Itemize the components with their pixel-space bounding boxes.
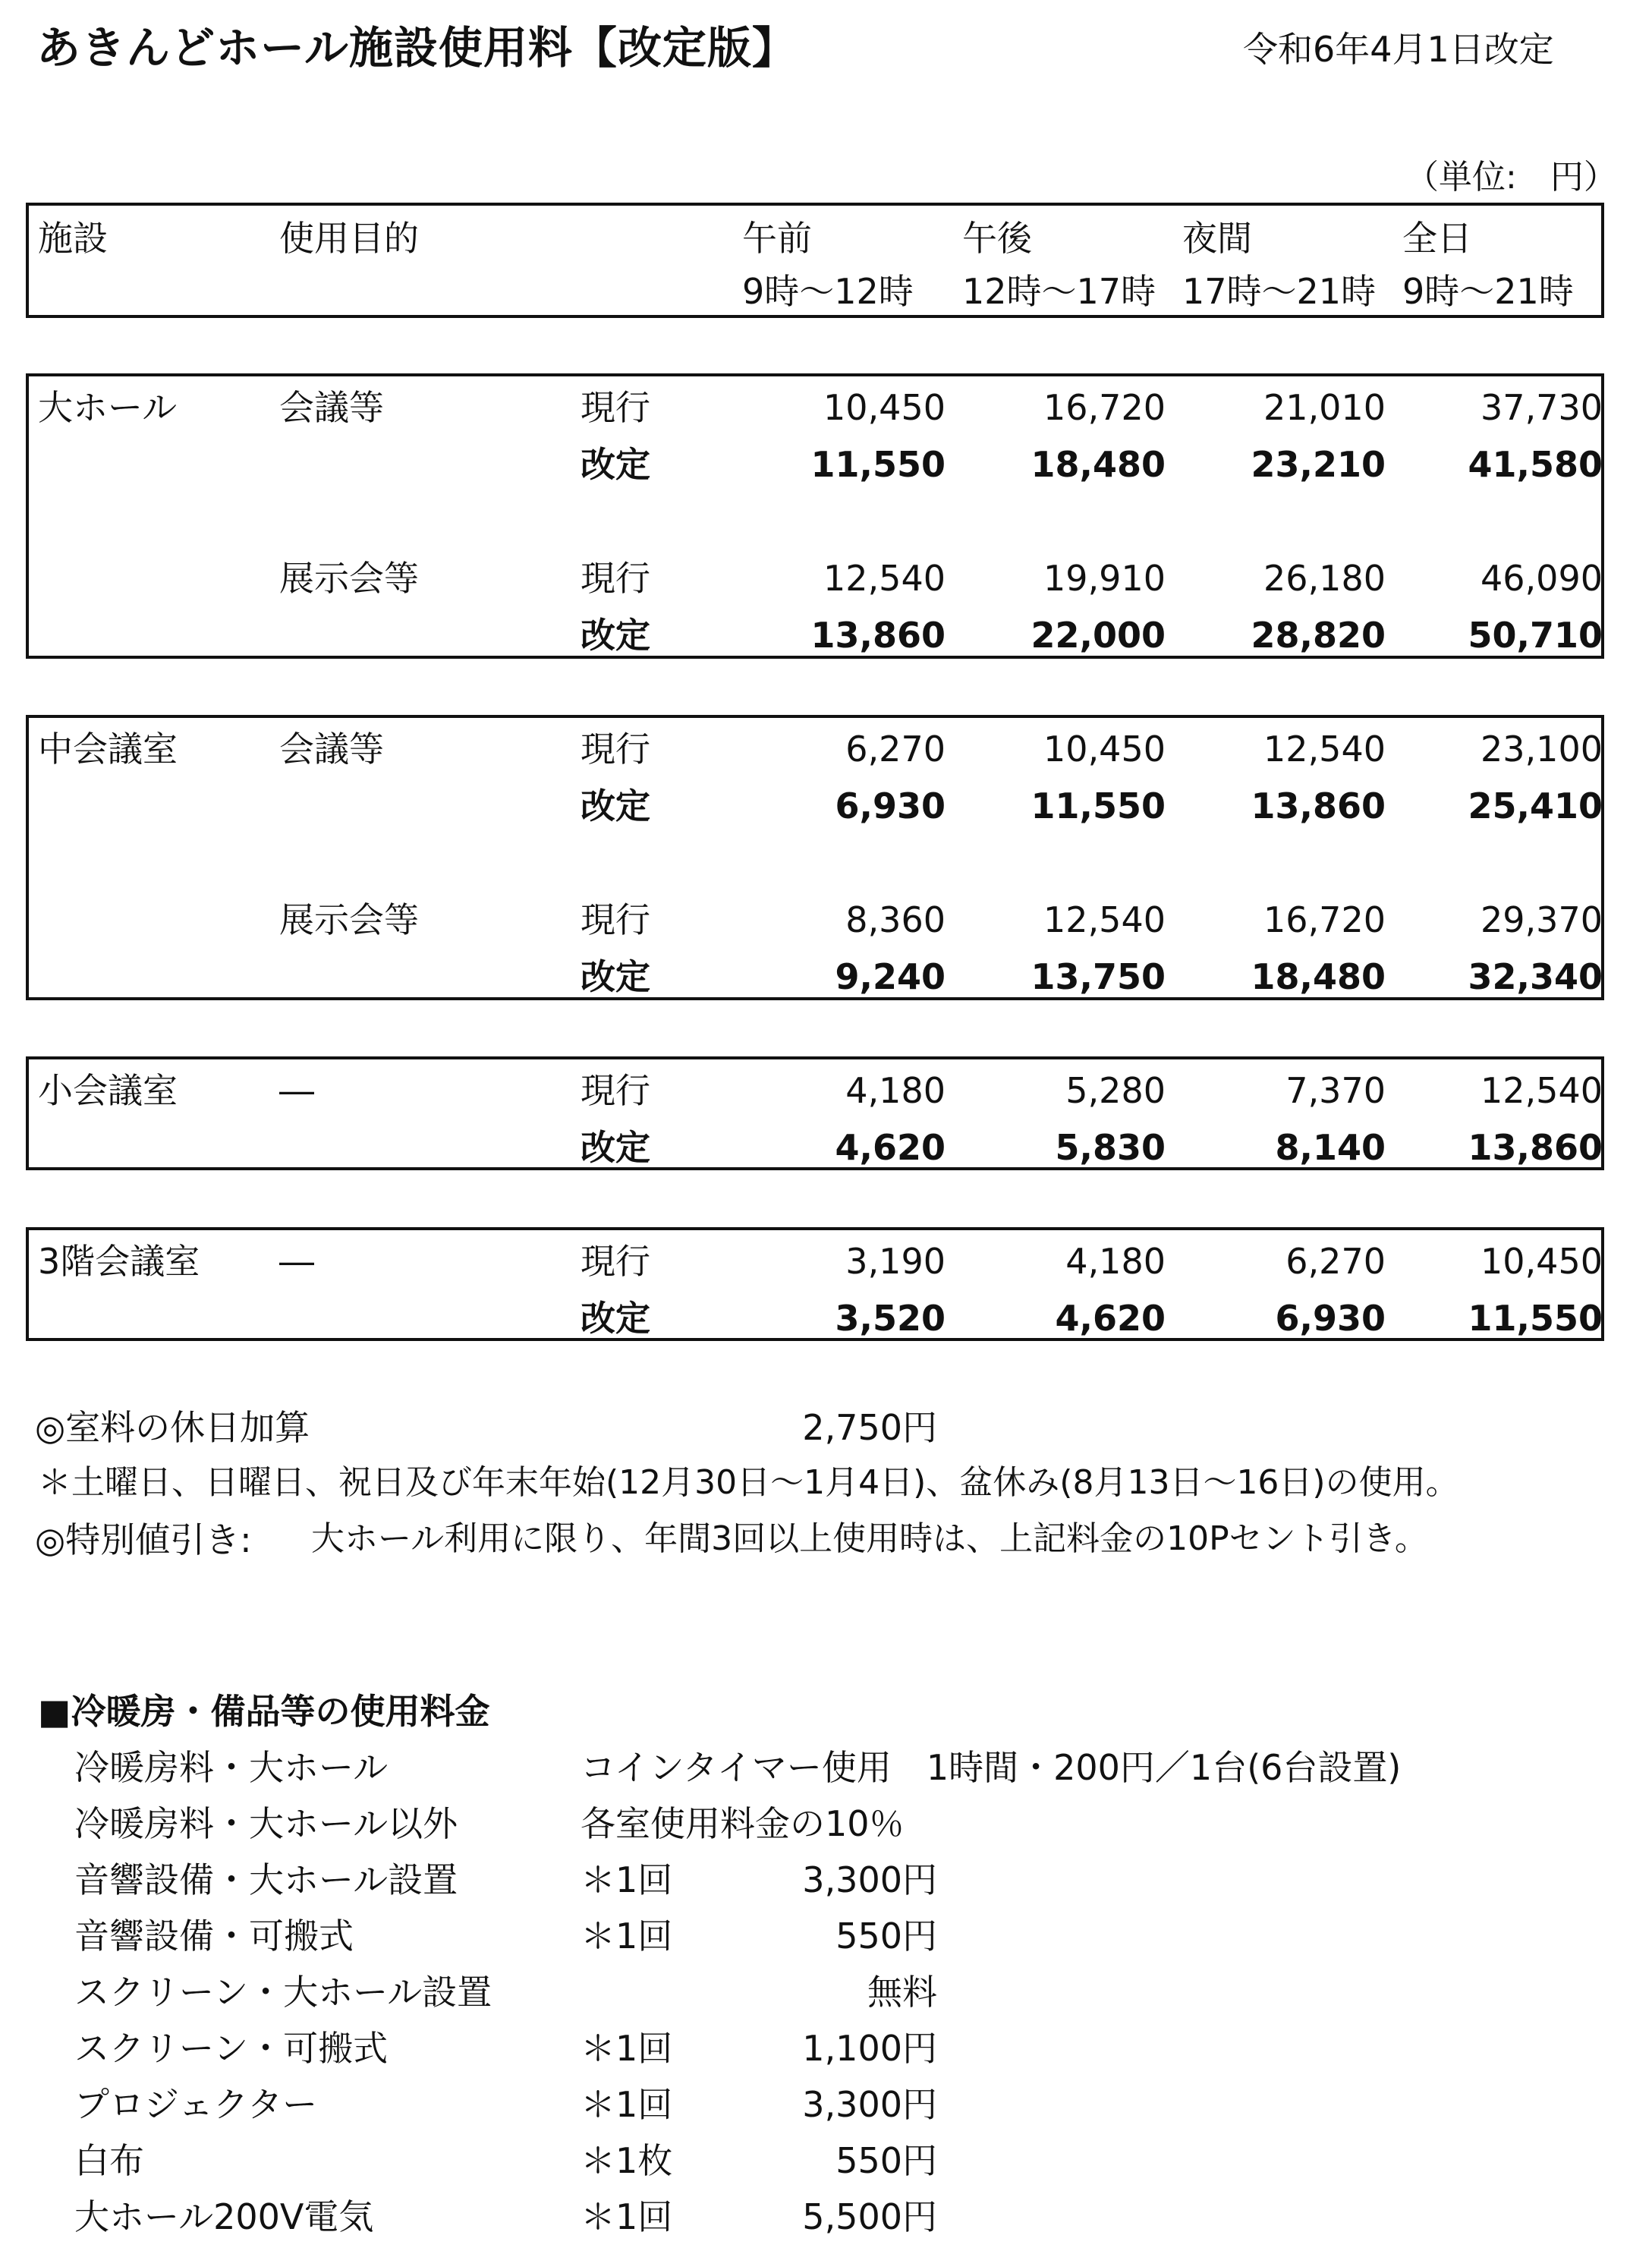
price-revised: 8,140 — [1275, 1127, 1386, 1168]
price-current: 19,910 — [1043, 558, 1166, 599]
purpose-label: 会議等 — [279, 387, 384, 428]
current-label: 現行 — [581, 1241, 650, 1282]
equipment-price: 3,300円 — [802, 2084, 937, 2125]
facility-name: 大ホール — [38, 387, 178, 428]
current-label: 現行 — [581, 1070, 650, 1111]
price-revised: 13,750 — [1031, 956, 1166, 997]
price-revised: 11,550 — [1468, 1298, 1603, 1339]
price-current: 29,370 — [1481, 899, 1603, 940]
price-current: 12,540 — [1263, 729, 1386, 770]
special-discount-label: ◎特別値引き: — [35, 1519, 252, 1560]
facility-block — [26, 1056, 1604, 1170]
price-revised: 50,710 — [1468, 615, 1603, 656]
revision-date: 令和6年4月1日改定 — [1243, 29, 1554, 70]
price-revised: 9,240 — [835, 956, 946, 997]
header-period-pm: 午後 — [962, 218, 1032, 259]
price-revised: 18,480 — [1251, 956, 1386, 997]
equipment-price: 5,500円 — [802, 2196, 937, 2237]
equipment-qty: ＊1回 — [581, 2028, 673, 2069]
price-current: 8,360 — [845, 899, 946, 940]
equipment-name: 大ホール200V電気 — [74, 2196, 374, 2237]
price-revised: 41,580 — [1468, 444, 1603, 485]
facility-block — [26, 1227, 1604, 1341]
equipment-name: 音響設備・大ホール設置 — [74, 1859, 458, 1900]
price-current: 46,090 — [1481, 558, 1603, 599]
price-revised: 23,210 — [1251, 444, 1386, 485]
price-current: 37,730 — [1481, 387, 1603, 428]
equipment-qty: ＊1回 — [581, 2084, 673, 2125]
price-current: 12,540 — [1481, 1070, 1603, 1111]
equipment-price: 550円 — [835, 1916, 937, 1957]
equipment-price: 無料 — [867, 1972, 937, 2013]
price-revised: 13,860 — [1468, 1127, 1603, 1168]
price-revised: 6,930 — [1275, 1298, 1386, 1339]
price-revised: 5,830 — [1055, 1127, 1166, 1168]
revised-label: 改定 — [581, 1127, 650, 1168]
equipment-price: 3,300円 — [802, 1859, 937, 1900]
price-revised: 18,480 — [1031, 444, 1166, 485]
equipment-qty: ＊1回 — [581, 1859, 673, 1900]
facility-name: 3階会議室 — [38, 1241, 200, 1282]
purpose-label: 展示会等 — [279, 899, 419, 940]
price-revised: 32,340 — [1468, 956, 1603, 997]
header-time-allday: 9時～21時 — [1402, 271, 1574, 312]
price-current: 23,100 — [1481, 729, 1603, 770]
price-current: 7,370 — [1285, 1070, 1386, 1111]
equipment-name: スクリーン・大ホール設置 — [74, 1972, 492, 2013]
price-revised: 13,860 — [810, 615, 946, 656]
facility-name: 中会議室 — [38, 729, 178, 770]
price-current: 6,270 — [845, 729, 946, 770]
equipment-name: プロジェクター — [74, 2084, 318, 2125]
price-current: 12,540 — [1043, 899, 1166, 940]
holiday-surcharge-value: 2,750円 — [802, 1407, 937, 1448]
purpose-label: ― — [279, 1070, 314, 1111]
purpose-label: ― — [279, 1241, 314, 1282]
price-current: 16,720 — [1043, 387, 1166, 428]
price-revised: 13,860 — [1251, 785, 1386, 826]
price-current: 6,270 — [1285, 1241, 1386, 1282]
header-time-pm: 12時～17時 — [962, 271, 1156, 312]
price-revised: 4,620 — [1055, 1298, 1166, 1339]
table-header — [26, 203, 1604, 318]
equipment-name: スクリーン・可搬式 — [74, 2028, 389, 2069]
price-current: 3,190 — [845, 1241, 946, 1282]
price-revised: 28,820 — [1251, 615, 1386, 656]
equipment-price: 550円 — [835, 2140, 937, 2181]
price-current: 26,180 — [1263, 558, 1386, 599]
revised-label: 改定 — [581, 956, 650, 997]
current-label: 現行 — [581, 899, 650, 940]
equipment-qty: ＊1回 — [581, 2196, 673, 2237]
facility-block — [26, 715, 1604, 1000]
price-current: 16,720 — [1263, 899, 1386, 940]
revised-label: 改定 — [581, 615, 650, 656]
header-time-am: 9時～12時 — [742, 271, 914, 312]
price-current: 4,180 — [845, 1070, 946, 1111]
current-label: 現行 — [581, 387, 650, 428]
current-label: 現行 — [581, 729, 650, 770]
purpose-label: 展示会等 — [279, 558, 419, 599]
equipment-section-title: ■冷暖房・備品等の使用料金 — [38, 1691, 490, 1732]
price-current: 4,180 — [1065, 1241, 1166, 1282]
price-revised: 25,410 — [1468, 785, 1603, 826]
header-period-am: 午前 — [742, 218, 812, 259]
holiday-surcharge-label: ◎室料の休日加算 — [35, 1407, 310, 1448]
equipment-qty: ＊1回 — [581, 1916, 673, 1957]
equipment-price: 1,100円 — [802, 2028, 937, 2069]
header-facility: 施設 — [38, 218, 108, 259]
equipment-name: 白布 — [74, 2140, 144, 2181]
header-purpose: 使用目的 — [279, 218, 419, 259]
purpose-label: 会議等 — [279, 729, 384, 770]
equipment-desc: コインタイマー使用 1時間・200円／1台(6台設置) — [581, 1747, 1402, 1788]
price-revised: 22,000 — [1031, 615, 1166, 656]
price-revised: 6,930 — [835, 785, 946, 826]
header-period-allday: 全日 — [1402, 218, 1472, 259]
price-current: 10,450 — [823, 387, 946, 428]
header-time-night: 17時～21時 — [1182, 271, 1377, 312]
facility-block — [26, 373, 1604, 659]
header-period-night: 夜間 — [1182, 218, 1252, 259]
equipment-name: 冷暖房料・大ホール以外 — [74, 1803, 458, 1844]
facility-name: 小会議室 — [38, 1070, 178, 1111]
holiday-surcharge-detail: ＊土曜日、日曜日、祝日及び年末年始(12月30日～1月4日)、盆休み(8月13日～16日)の使用。 — [38, 1463, 1459, 1502]
revised-label: 改定 — [581, 444, 650, 485]
equipment-qty: ＊1枚 — [581, 2140, 673, 2181]
revised-label: 改定 — [581, 1298, 650, 1339]
price-current: 10,450 — [1043, 729, 1166, 770]
price-revised: 11,550 — [1031, 785, 1166, 826]
equipment-name: 冷暖房料・大ホール — [74, 1747, 389, 1788]
price-revised: 11,550 — [810, 444, 946, 485]
special-discount-detail: 大ホール利用に限り、年間3回以上使用時は、上記料金の10Pセント引き。 — [311, 1519, 1428, 1558]
page-title: あきんどホール施設使用料【改定版】 — [36, 22, 797, 74]
equipment-desc: 各室使用料金の10％ — [581, 1803, 905, 1844]
current-label: 現行 — [581, 558, 650, 599]
price-current: 12,540 — [823, 558, 946, 599]
revised-label: 改定 — [581, 785, 650, 826]
price-current: 5,280 — [1065, 1070, 1166, 1111]
price-revised: 3,520 — [835, 1298, 946, 1339]
equipment-name: 音響設備・可搬式 — [74, 1916, 354, 1957]
unit-label: （単位: 円） — [1405, 158, 1617, 197]
price-current: 10,450 — [1481, 1241, 1603, 1282]
price-revised: 4,620 — [835, 1127, 946, 1168]
price-current: 21,010 — [1263, 387, 1386, 428]
